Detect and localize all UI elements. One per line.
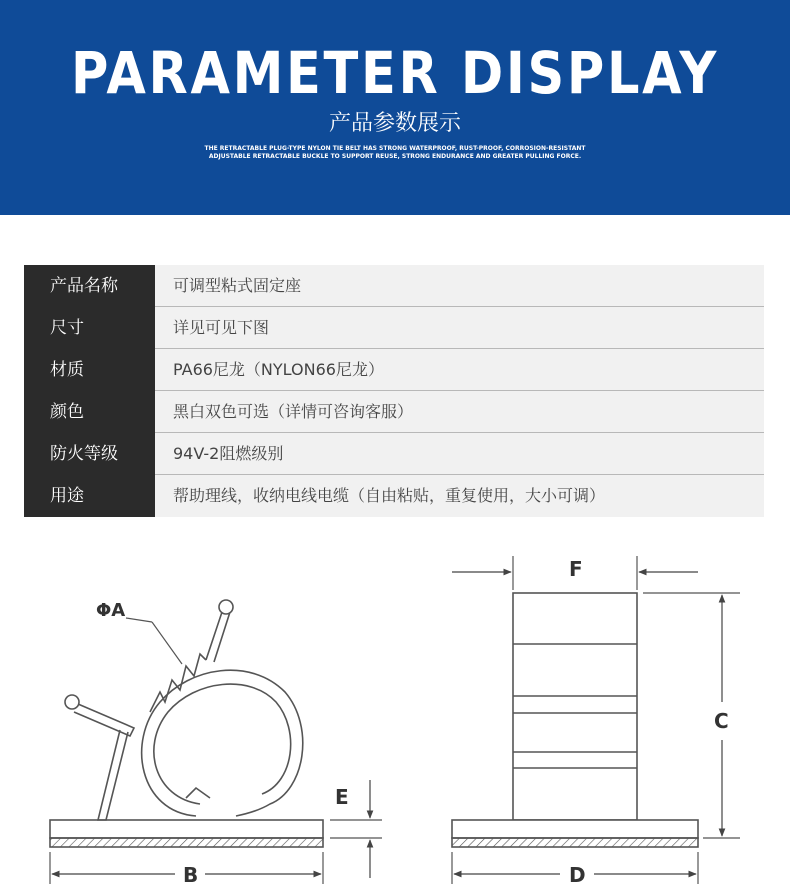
top-strap bbox=[206, 612, 230, 662]
left-adhesive-layer bbox=[50, 838, 323, 847]
front-body bbox=[513, 593, 637, 820]
spec-row bbox=[24, 433, 764, 475]
spec-label: 材质 bbox=[24, 349, 155, 391]
spec-label: 尺寸 bbox=[24, 307, 155, 349]
dimension-diagram bbox=[0, 542, 790, 887]
left-strap bbox=[74, 704, 134, 736]
spec-row bbox=[24, 265, 764, 307]
left-base-plate bbox=[50, 820, 323, 838]
clamp-front-view bbox=[452, 593, 698, 847]
spec-label: 产品名称 bbox=[24, 265, 155, 307]
spec-row bbox=[24, 307, 764, 349]
right-adhesive-layer bbox=[452, 838, 698, 847]
left-leg bbox=[98, 730, 128, 820]
label-e: E bbox=[335, 785, 349, 809]
label-phi-a: ΦA bbox=[96, 600, 126, 621]
spec-value: 可调型粘式固定座 bbox=[155, 265, 764, 307]
spec-row bbox=[24, 349, 764, 391]
spec-value: 94V-2阻燃级别 bbox=[155, 433, 764, 475]
spec-value: 黑白双色可选（详情可咨询客服） bbox=[155, 391, 764, 433]
spec-label: 颜色 bbox=[24, 391, 155, 433]
right-base-plate bbox=[452, 820, 698, 838]
label-b: B bbox=[183, 863, 199, 887]
spec-label: 用途 bbox=[24, 475, 155, 517]
header-banner bbox=[0, 0, 790, 215]
clamp-ring bbox=[142, 670, 303, 816]
spec-value: 详见可见下图 bbox=[155, 307, 764, 349]
left-strap-knob bbox=[65, 695, 79, 709]
spec-row bbox=[24, 475, 764, 517]
label-d: D bbox=[569, 863, 586, 887]
spec-row bbox=[24, 391, 764, 433]
clamp-side-view bbox=[50, 600, 323, 847]
clamp-ring-inner bbox=[154, 684, 291, 804]
label-c: C bbox=[714, 709, 729, 733]
banner-description: THE RETRACTABLE PLUG-TYPE NYLON TIE BELT HAS STRONG WATERPROOF, RUST-PROOF, CORROSION-RESISTANT ADJUSTABLE RETRACTABLE BUCKLE TO SUPPORT REUSE, STRONG ENDURANCE AND GREATER PULLING FORCE. bbox=[204, 145, 586, 160]
spec-table bbox=[24, 265, 764, 517]
banner-title: PARAMETER DISPLAY bbox=[71, 39, 719, 107]
spec-value: 帮助理线，收纳电线电缆（自由粘贴，重复使用，大小可调） bbox=[155, 475, 764, 517]
label-f: F bbox=[569, 557, 583, 581]
top-strap-knob bbox=[219, 600, 233, 614]
spec-value: PA66尼龙（NYLON66尼龙） bbox=[155, 349, 764, 391]
banner-subtitle: 产品参数展示 bbox=[328, 111, 461, 136]
spec-label: 防火等级 bbox=[24, 433, 155, 475]
